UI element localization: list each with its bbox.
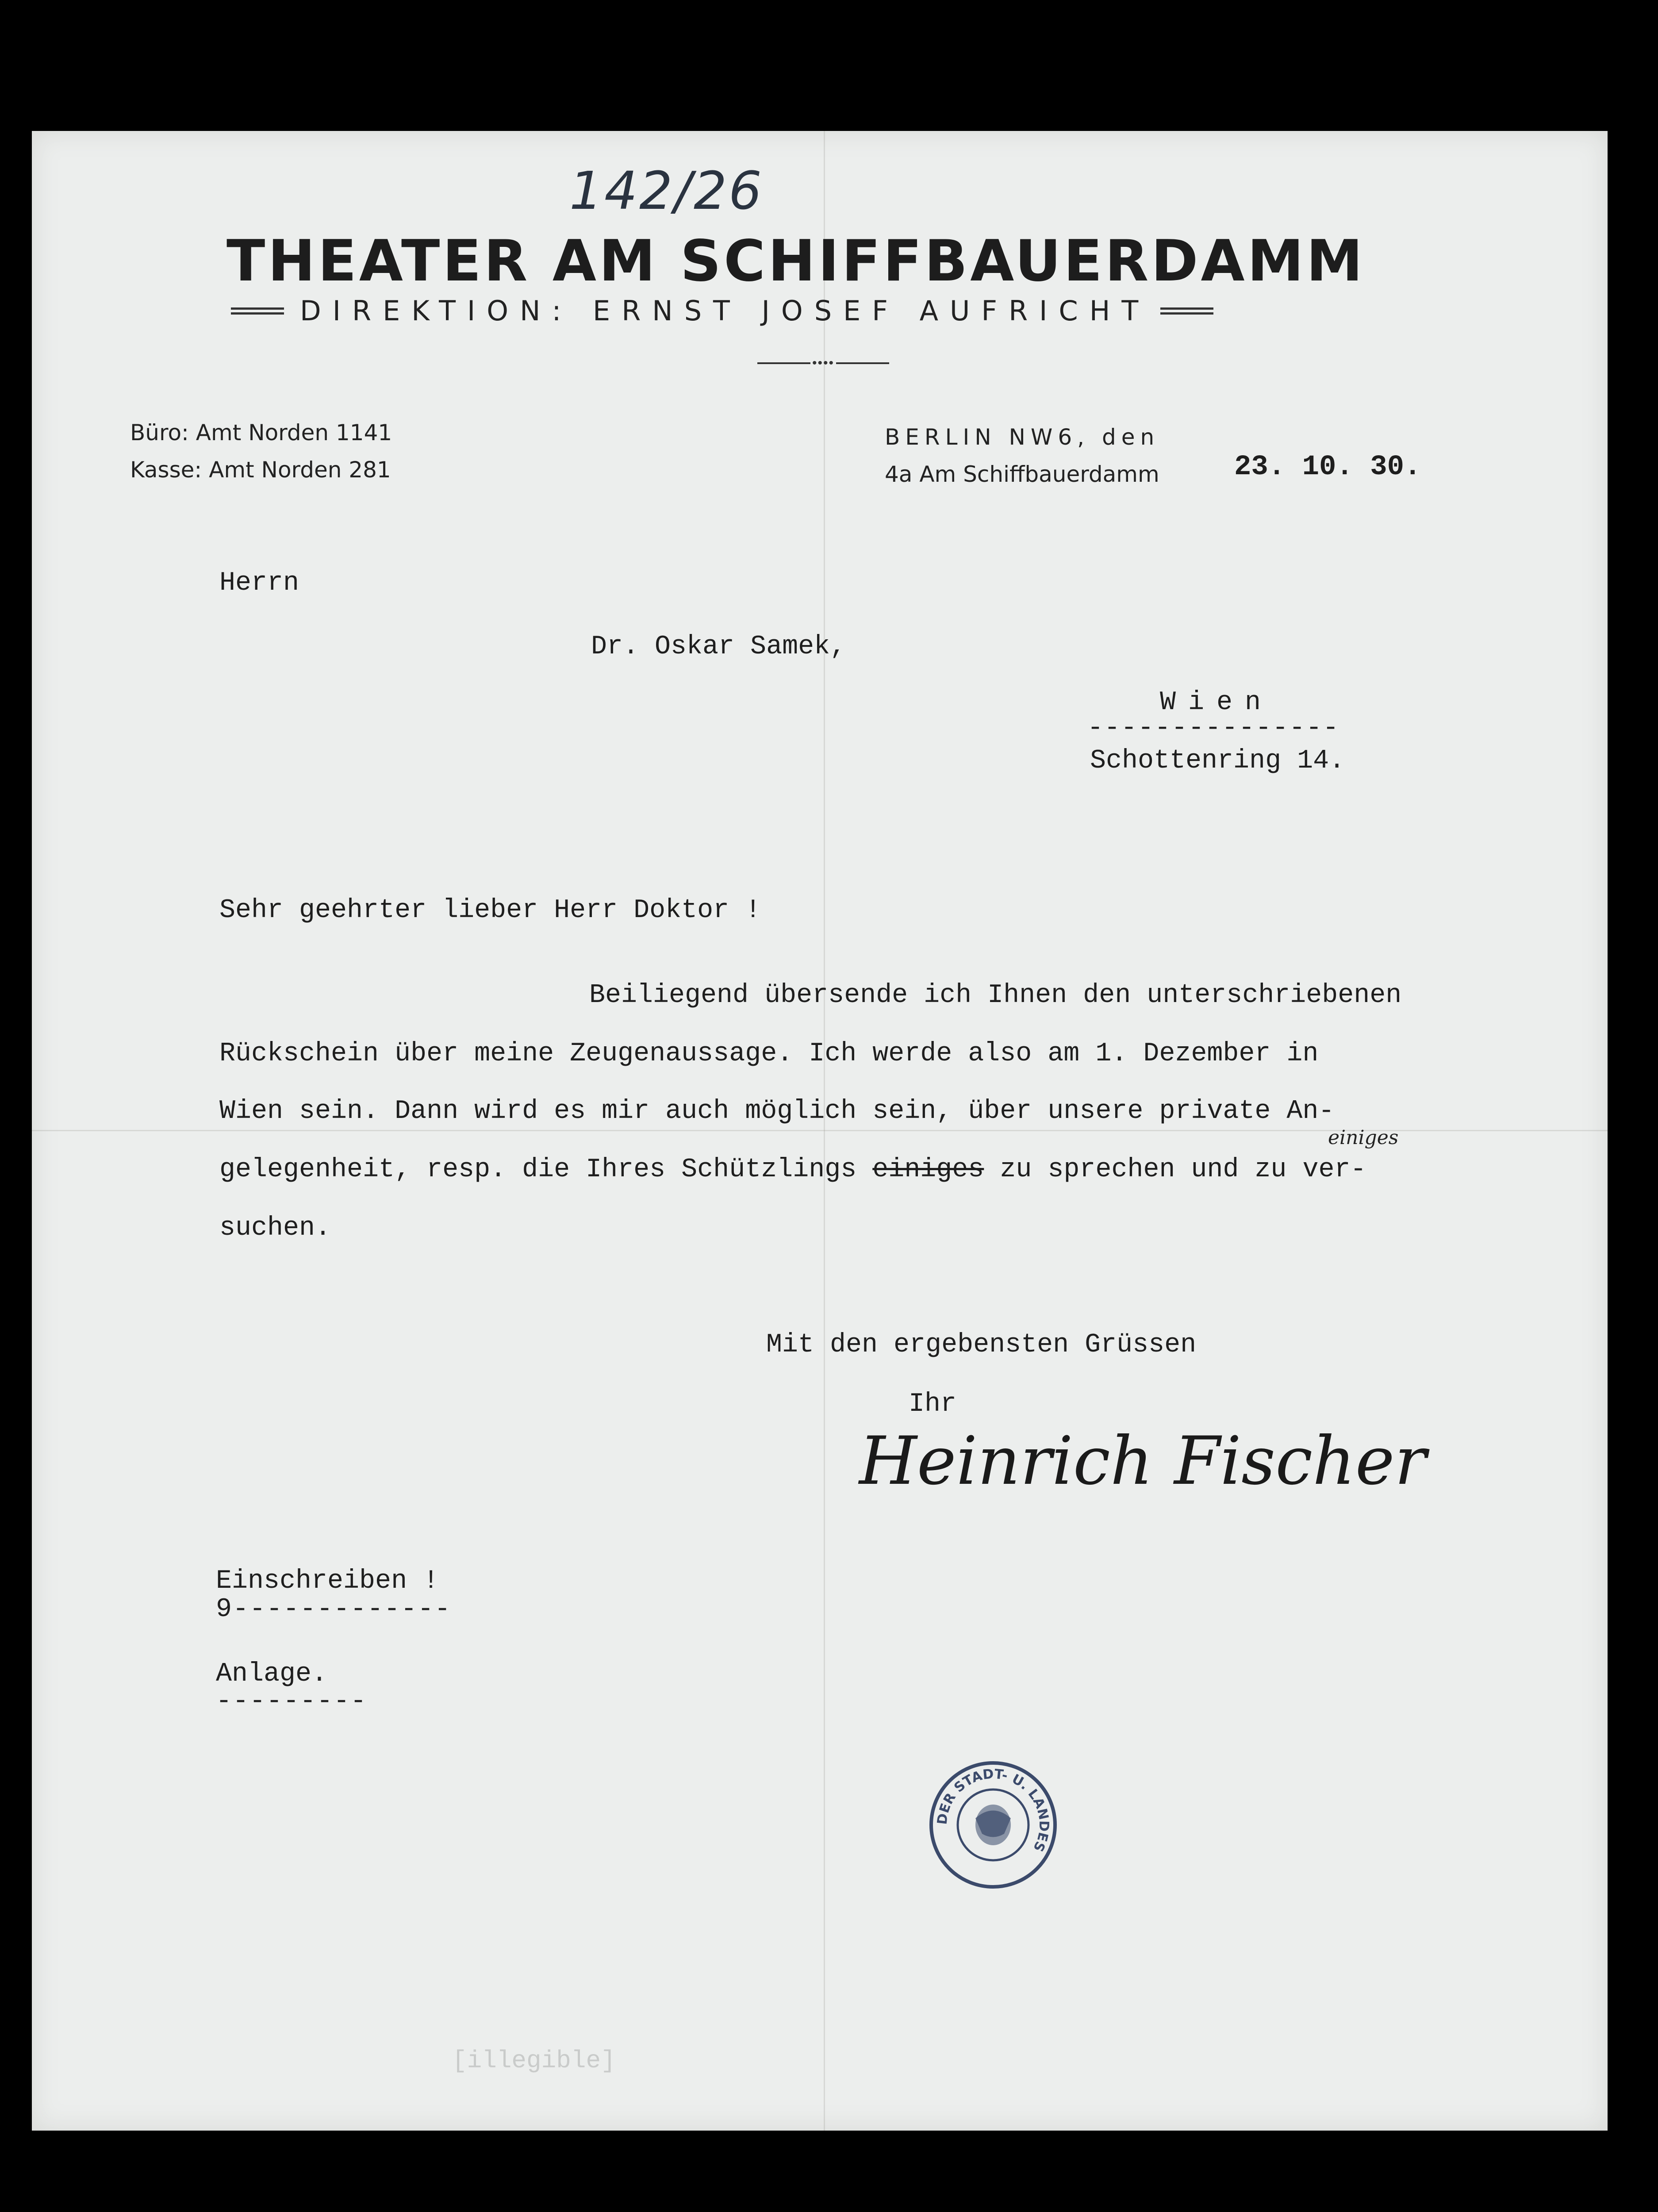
letter-date: 23. 10. 30.	[1234, 451, 1421, 483]
handwritten-insertion: einiges	[1328, 1126, 1399, 1149]
archive-stamp	[927, 1759, 1059, 1891]
body-line-2: Rückschein über meine Zeugenaussage. Ich werde also am 1. Dezember in	[219, 1039, 1319, 1069]
double-rule-left	[231, 307, 284, 315]
archive-number: 142/26	[569, 160, 764, 221]
sender-city-line: BERLIN NW6, den	[885, 424, 1160, 450]
registered-mail-note: Einschreiben !	[216, 1566, 439, 1596]
sender-address	[885, 419, 1159, 493]
faded-mark: [illegible]	[452, 2047, 616, 2075]
eagle-emblem-icon	[975, 1805, 1011, 1845]
greeting: Sehr geehrter lieber Herr Doktor !	[219, 895, 761, 926]
double-rule-right	[1160, 307, 1213, 315]
body-line-5: suchen.	[219, 1213, 331, 1243]
recipient-city-underline: ---------------	[1087, 713, 1340, 743]
stamp-text: DER STADT- U. LANDES	[934, 1766, 1052, 1854]
box-office-phone: Kasse: Amt Norden 281	[130, 457, 391, 483]
recipient-street: Schottenring 14.	[1090, 746, 1345, 776]
registered-underline: 9-------------	[216, 1594, 452, 1624]
phone-numbers	[130, 414, 392, 488]
letterhead-direction-row	[231, 295, 1213, 327]
recipient-title: Herrn	[219, 568, 299, 598]
ornament-divider: ••••	[757, 356, 889, 371]
closing-yours: Ihr	[909, 1389, 957, 1419]
struck-word: einiges	[872, 1155, 984, 1185]
body-line-4-start: gelegenheit, resp. die Ihres Schützlings	[219, 1155, 857, 1185]
body-line-4-middle: zu sprechen und	[1000, 1155, 1239, 1185]
letterhead-title: THEATER AM SCHIFFBAUERDAMM	[226, 228, 1366, 294]
letter-paper	[32, 131, 1608, 2131]
sender-street: 4a Am Schiffbauerdamm	[885, 461, 1159, 487]
signature: Heinrich Fischer	[859, 1423, 1427, 1500]
office-phone: Büro: Amt Norden 1141	[130, 420, 392, 445]
closing-regards: Mit den ergebensten Grüssen	[766, 1330, 1197, 1360]
recipient-name: Dr. Oskar Samek,	[591, 632, 846, 662]
enclosure-underline: ---------	[216, 1686, 368, 1717]
recipient-city: Wien	[1160, 687, 1274, 718]
body-line-4-end: zu ver-	[1255, 1155, 1366, 1185]
body-line-1: Beiliegend übersende ich Ihnen den unterschriebenen	[589, 980, 1402, 1010]
body-line-3: Wien sein. Dann wird es mir auch möglich sein, über unsere private An-	[219, 1096, 1335, 1126]
body-line-4	[219, 1156, 1366, 1183]
enclosure-note: Anlage.	[216, 1659, 328, 1689]
letterhead-direction: DIREKTION: ERNST JOSEF AUFRICHT	[300, 295, 1150, 327]
